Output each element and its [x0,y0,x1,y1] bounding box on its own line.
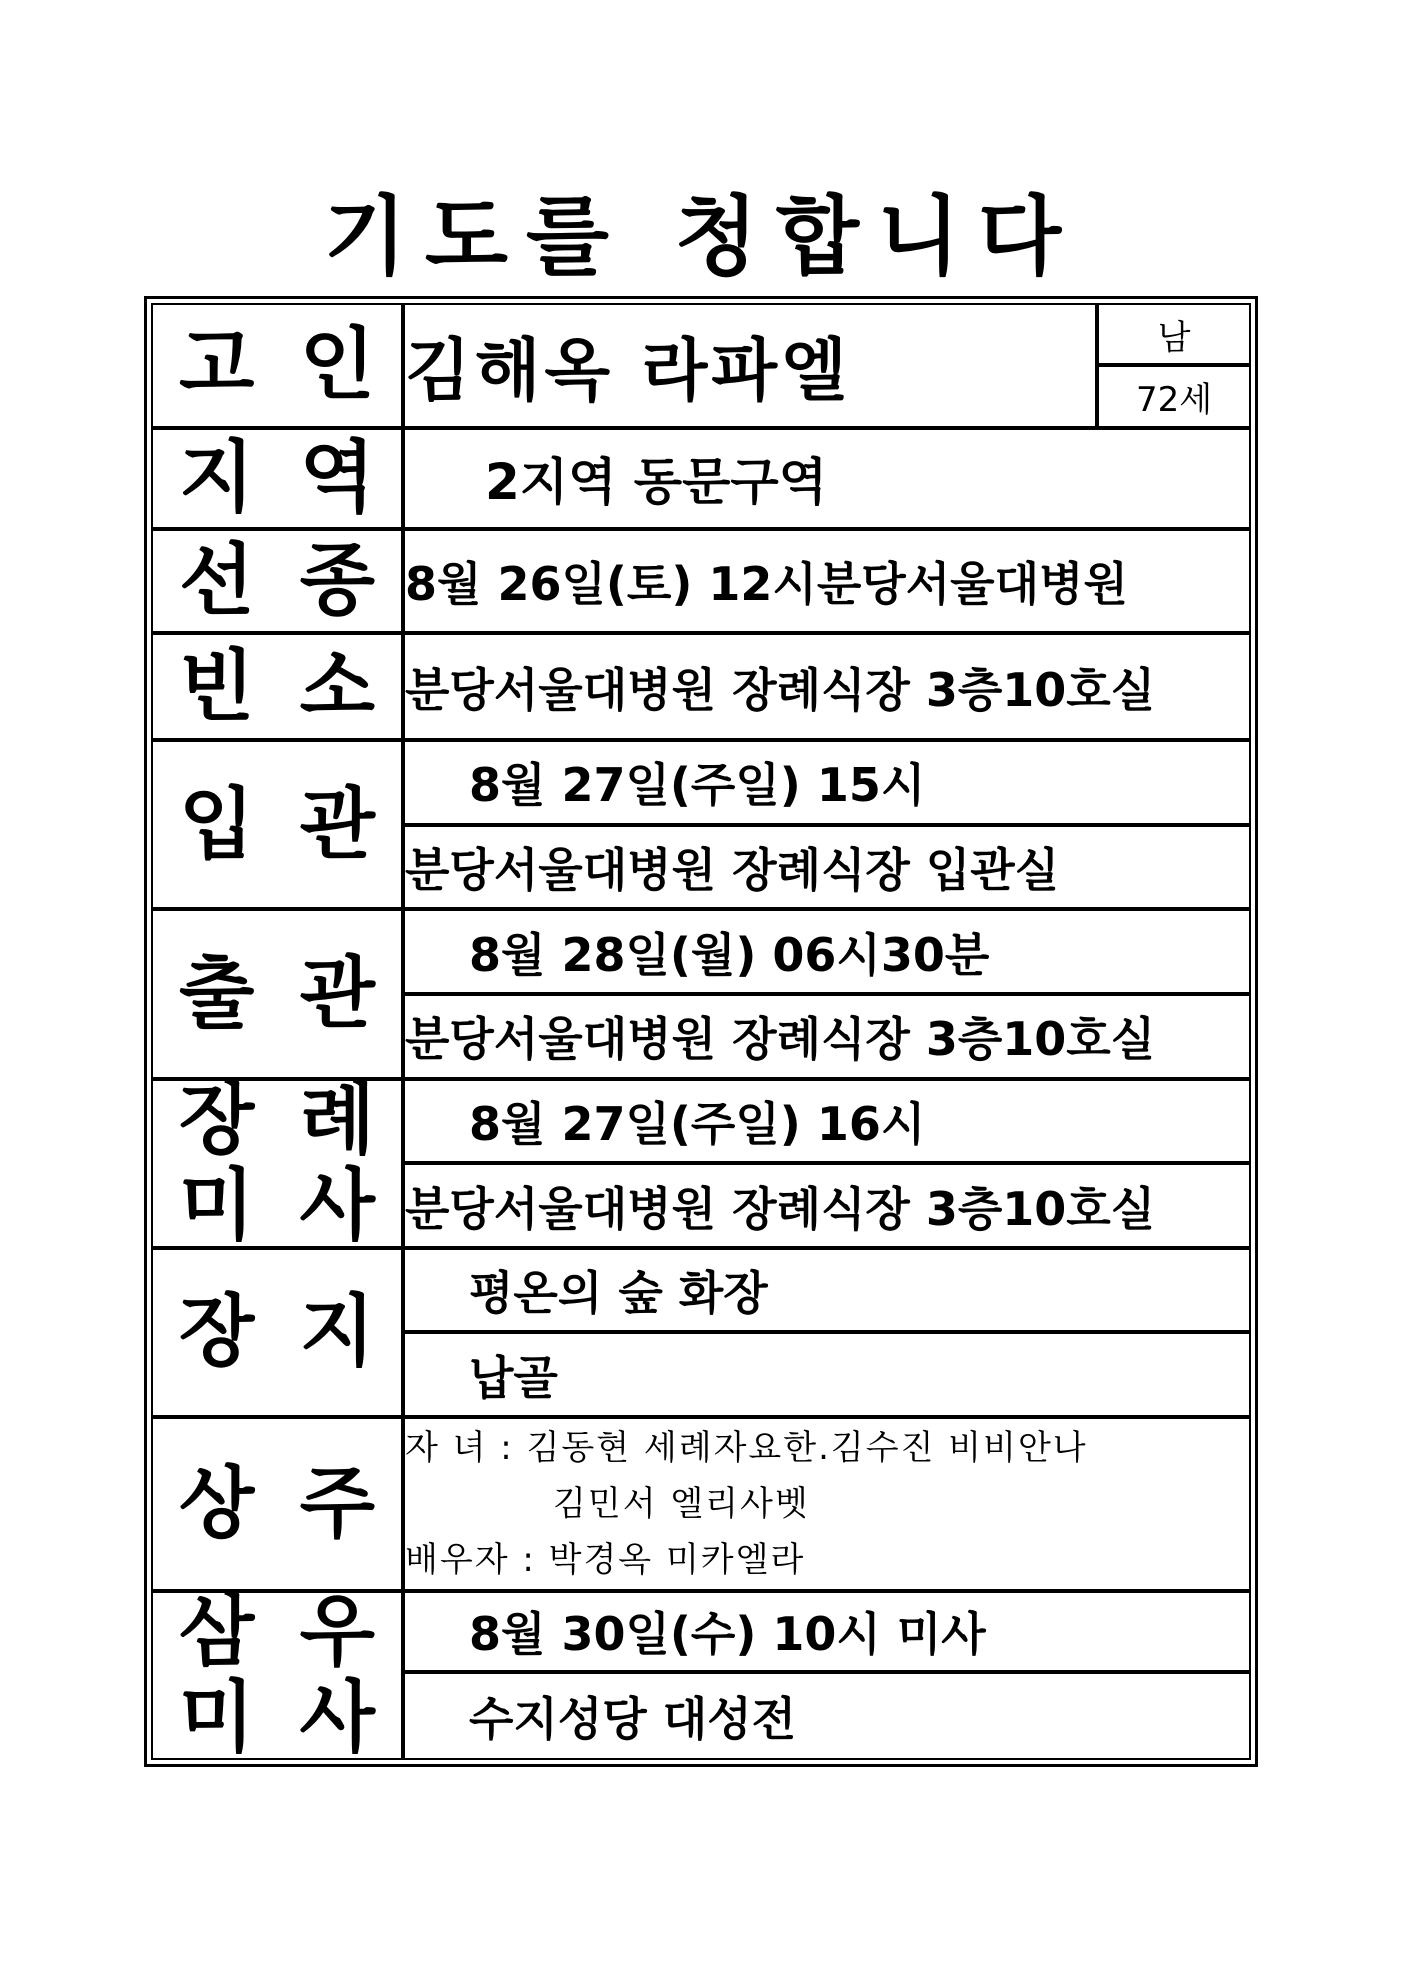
region-value: 2지역 동문구역 [403,428,1251,529]
funeral-mass-time: 8월 27일(주일) 16시 [403,1079,1251,1164]
third-day-mass-time: 8월 30일(수) 10시 미사 [403,1591,1251,1673]
deceased-name: 김해옥 라파엘 [403,303,1097,428]
obituary-table [144,296,1258,1767]
page-title: 기도를 청합니다 [323,187,1080,287]
encoffin-label: 입 관 [151,740,403,909]
chief-mourner-list [403,1417,1251,1591]
funeral-mass-label: 장 례 미 사 [151,1079,403,1248]
deceased-age: 72세 [1097,365,1251,427]
encoffin-time: 8월 27일(주일) 15시 [403,740,1251,825]
death-label: 선 종 [151,529,403,634]
region-label: 지 역 [151,428,403,529]
death-value: 8월 26일(토) 12시분당서울대병원 [403,529,1251,634]
deceased-label: 고 인 [151,303,403,428]
chief-mourner-label: 상 주 [151,1417,403,1591]
deceased-gender: 남 [1097,303,1251,365]
burial-detail: 납골 [403,1332,1251,1417]
mortuary-value: 분당서울대병원 장례식장 3층10호실 [403,633,1251,740]
departure-place: 분당서울대병원 장례식장 3층10호실 [403,994,1251,1079]
departure-label: 출 관 [151,909,403,1078]
burial-label: 장 지 [151,1248,403,1417]
departure-time: 8월 28일(월) 06시30분 [403,909,1251,994]
funeral-mass-place: 분당서울대병원 장례식장 3층10호실 [403,1163,1251,1248]
children-line-2: 김민서 엘리사벳 [553,1483,810,1524]
third-day-mass-label: 삼 우 미 사 [151,1591,403,1760]
third-day-mass-place: 수지성당 대성전 [403,1672,1251,1760]
children-line: 자 녀 : 김동현 세례자요한.김수진 비비안나 [405,1427,1088,1468]
spouse-line: 배우자 : 박경옥 미카엘라 [405,1539,806,1580]
burial-place: 평온의 숲 화장 [403,1248,1251,1333]
mortuary-label: 빈 소 [151,633,403,740]
encoffin-place: 분당서울대병원 장례식장 입관실 [403,825,1251,910]
